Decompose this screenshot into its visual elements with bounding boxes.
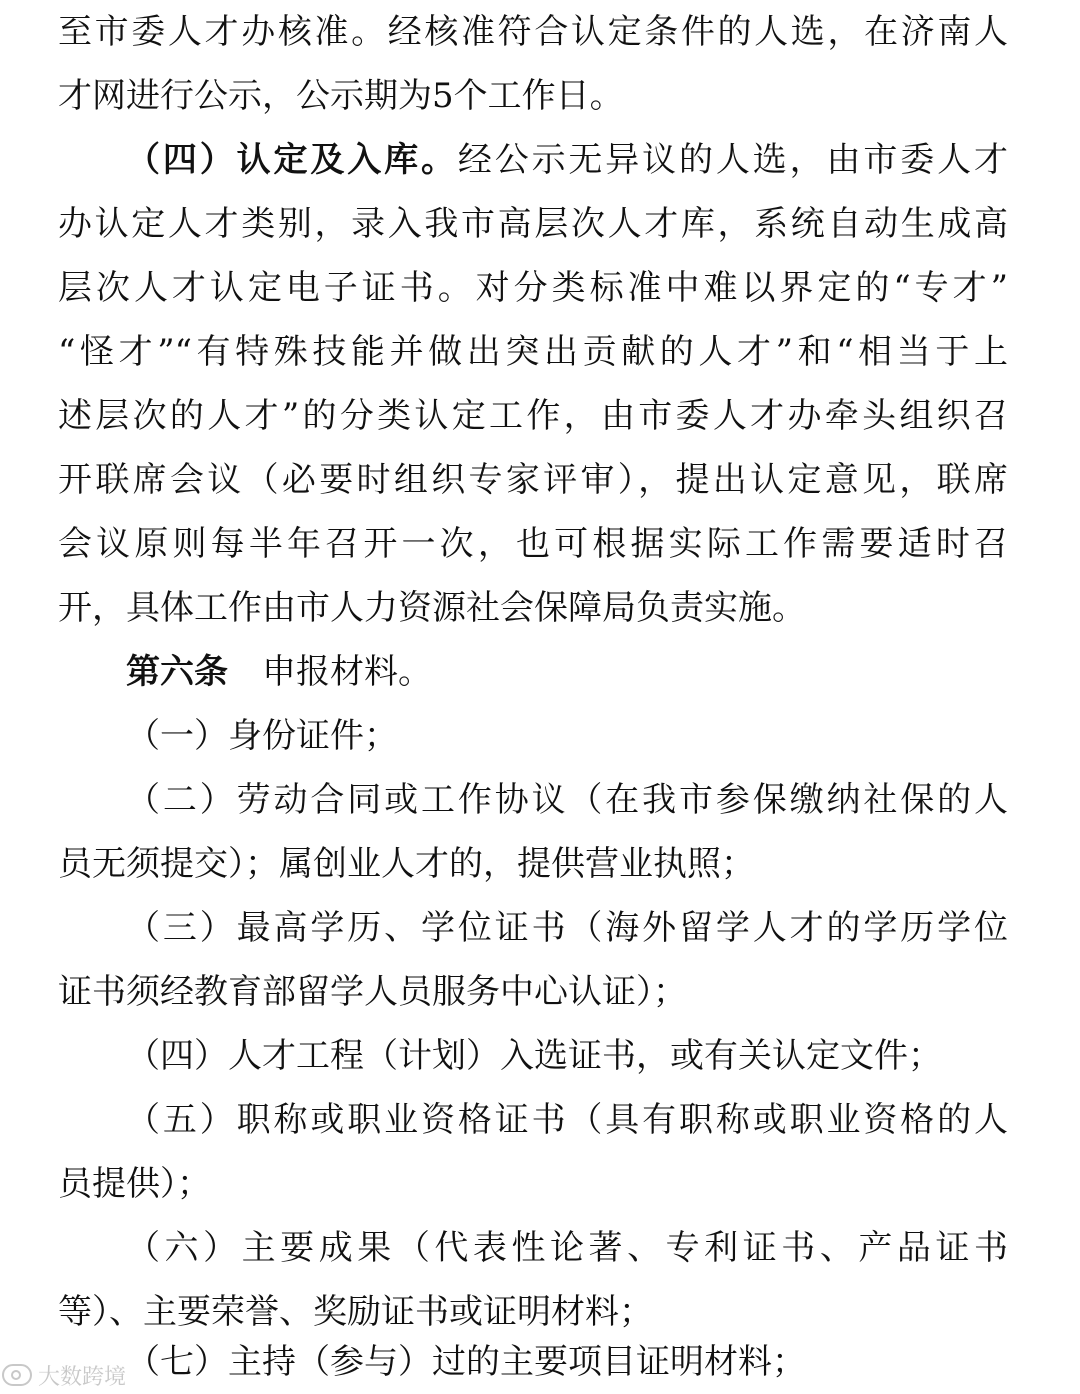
text-line: 至市委人才办核准。经核准符合认定条件的人选，在济南人 — [58, 12, 1008, 52]
list-item-line: （二）劳动合同或工作协议（在我市参保缴纳社保的人 — [126, 780, 1008, 820]
watermark — [2, 1358, 126, 1392]
text-line: 才网进行公示，公示期为5个工作日。 — [58, 76, 624, 116]
list-item-line: （五）职称或职业资格证书（具有职称或职业资格的人 — [126, 1100, 1008, 1140]
text-span: 经公示无异议的人选，由市委人才 — [457, 140, 1008, 180]
text-line: 员提供）； — [58, 1164, 211, 1204]
list-item-line: （三）最高学历、学位证书（海外留学人才的学历学位 — [126, 908, 1008, 948]
list-item-line: （七）主持（参与）过的主要项目证明材料； — [126, 1342, 806, 1382]
article-heading — [126, 640, 1008, 704]
watermark-text: 大数跨境 — [38, 1364, 127, 1390]
text-line: 开联席会议（必要时组织专家评审），提出认定意见，联席 — [58, 460, 1008, 500]
text-line: 员无须提交）；属创业人才的，提供营业执照； — [58, 844, 755, 884]
list-item-line: （四）人才工程（计划）入选证书，或有关认定文件； — [126, 1036, 942, 1076]
text-line: “怪才”“有特殊技能并做出突出贡献的人才”和“相当于上 — [58, 332, 1008, 372]
section-lead: （四）认定及入库。 — [126, 140, 458, 180]
text-line: 会议原则每半年召开一次，也可根据实际工作需要适时召 — [58, 524, 1008, 564]
text-line: 等）、主要荣誉、奖励证书或证明材料； — [58, 1292, 653, 1332]
paragraph-first-line — [126, 128, 1008, 192]
text-line: 办认定人才类别，录入我市高层次人才库，系统自动生成高 — [58, 204, 1008, 244]
list-item-line: （一）身份证件； — [126, 716, 398, 756]
text-line: 述层次的人才”的分类认定工作，由市委人才办牵头组织召 — [58, 396, 1008, 436]
text-line: 开，具体工作由市人力资源社会保障局负责实施。 — [58, 588, 806, 628]
list-item-line: （六）主要成果（代表性论著、专利证书、产品证书 — [126, 1228, 1008, 1268]
text-line: 层次人才认定电子证书。对分类标准中难以界定的“专才” — [58, 268, 1008, 308]
text-line: 证书须经教育部留学人员服务中心认证）； — [58, 972, 687, 1012]
eye-logo-icon — [2, 1364, 32, 1386]
article-number: 第六条 — [126, 652, 228, 692]
article-title: 申报材料。 — [262, 652, 432, 692]
